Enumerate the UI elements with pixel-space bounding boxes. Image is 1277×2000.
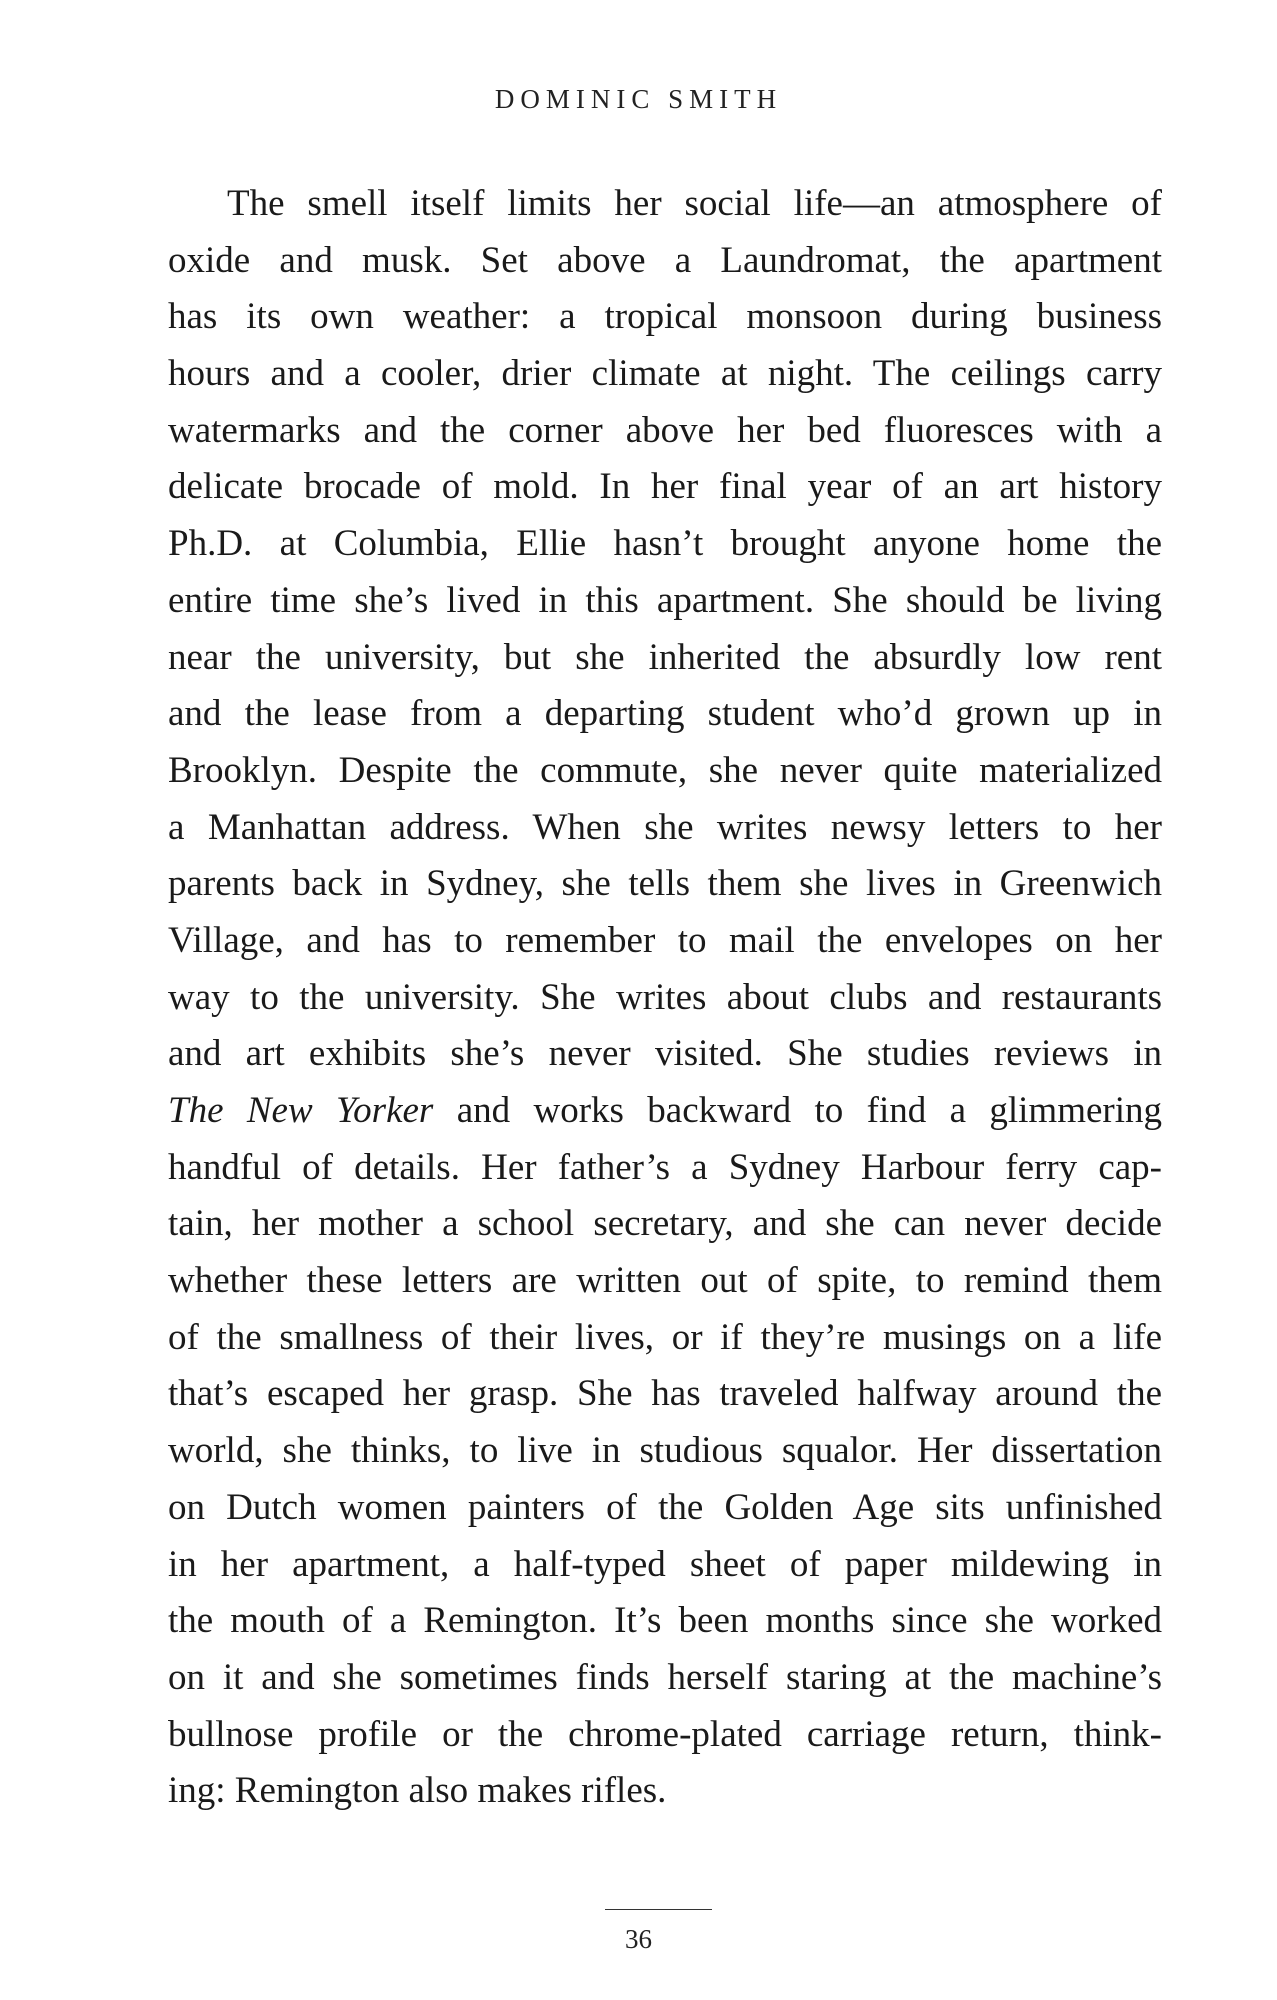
text-line: hours and a cooler, drier climate at night. The ceilings carry (168, 353, 1162, 395)
text-line: has its own weather: a tropical monsoon during business (168, 296, 1162, 338)
text-line: of the smallness of their lives, or if they’re musings on a life (168, 1316, 1162, 1358)
text-line: The smell itself limits her social life—an atmosphere of (227, 183, 1162, 224)
text-line: Ph.D. at Columbia, Ellie hasn’t brought anyone home the (168, 523, 1162, 565)
text-line: on it and she sometimes finds herself staring at the machine’s (168, 1656, 1162, 1698)
text-line: entire time she’s lived in this apartment. She should be living (168, 579, 1162, 621)
magazine-title: The New Yorker (168, 1090, 434, 1131)
body-text (168, 176, 1162, 1820)
text-line: a Manhattan address. When she writes newsy letters to her (168, 806, 1162, 848)
folio-rule (605, 1909, 712, 1910)
text-line: ing: Remington also makes rifles. (168, 1770, 667, 1812)
text-line-rest: and works backward to find a glimmering (456, 1090, 1163, 1131)
text-line: watermarks and the corner above her bed fluoresces with a (168, 409, 1162, 451)
text-line: parents back in Sydney, she tells them she lives in Greenwich (168, 863, 1162, 905)
text-line: near the university, but she inherited the absurdly low rent (168, 636, 1162, 678)
text-line: the mouth of a Remington. It’s been months since she worked (168, 1600, 1162, 1642)
text-line: world, she thinks, to live in studious squalor. Her dissertation (168, 1430, 1162, 1472)
text-line: whether these letters are written out of spite, to remind them (168, 1260, 1162, 1302)
text-line: that’s escaped her grasp. She has traveled halfway around the (168, 1373, 1162, 1415)
text-line: in her apartment, a half-typed sheet of paper mildewing in (168, 1543, 1162, 1585)
text-line: and art exhibits she’s never visited. She studies reviews in (168, 1033, 1162, 1075)
text-line: way to the university. She writes about clubs and restaurants (168, 976, 1162, 1018)
text-line: Village, and has to remember to mail the envelopes on her (168, 919, 1162, 961)
text-line: and the lease from a departing student who’d grown up in (168, 693, 1162, 735)
text-line: oxide and musk. Set above a Laundromat, the apartment (168, 239, 1162, 281)
text-line: bullnose profile or the chrome-plated carriage return, think- (168, 1713, 1162, 1755)
text-line: delicate brocade of mold. In her final year of an art history (168, 466, 1162, 508)
running-head: DOMINIC SMITH (494, 84, 783, 114)
page-number: 36 (625, 1924, 652, 1954)
text-line: on Dutch women painters of the Golden Age sits unfinished (168, 1486, 1162, 1528)
text-line-with-title (168, 1083, 1162, 1140)
text-line: tain, her mother a school secretary, and she can never decide (168, 1203, 1162, 1245)
text-line: Brooklyn. Despite the commute, she never quite materialized (168, 749, 1162, 791)
text-line: handful of details. Her father’s a Sydney Harbour ferry cap- (168, 1146, 1162, 1188)
